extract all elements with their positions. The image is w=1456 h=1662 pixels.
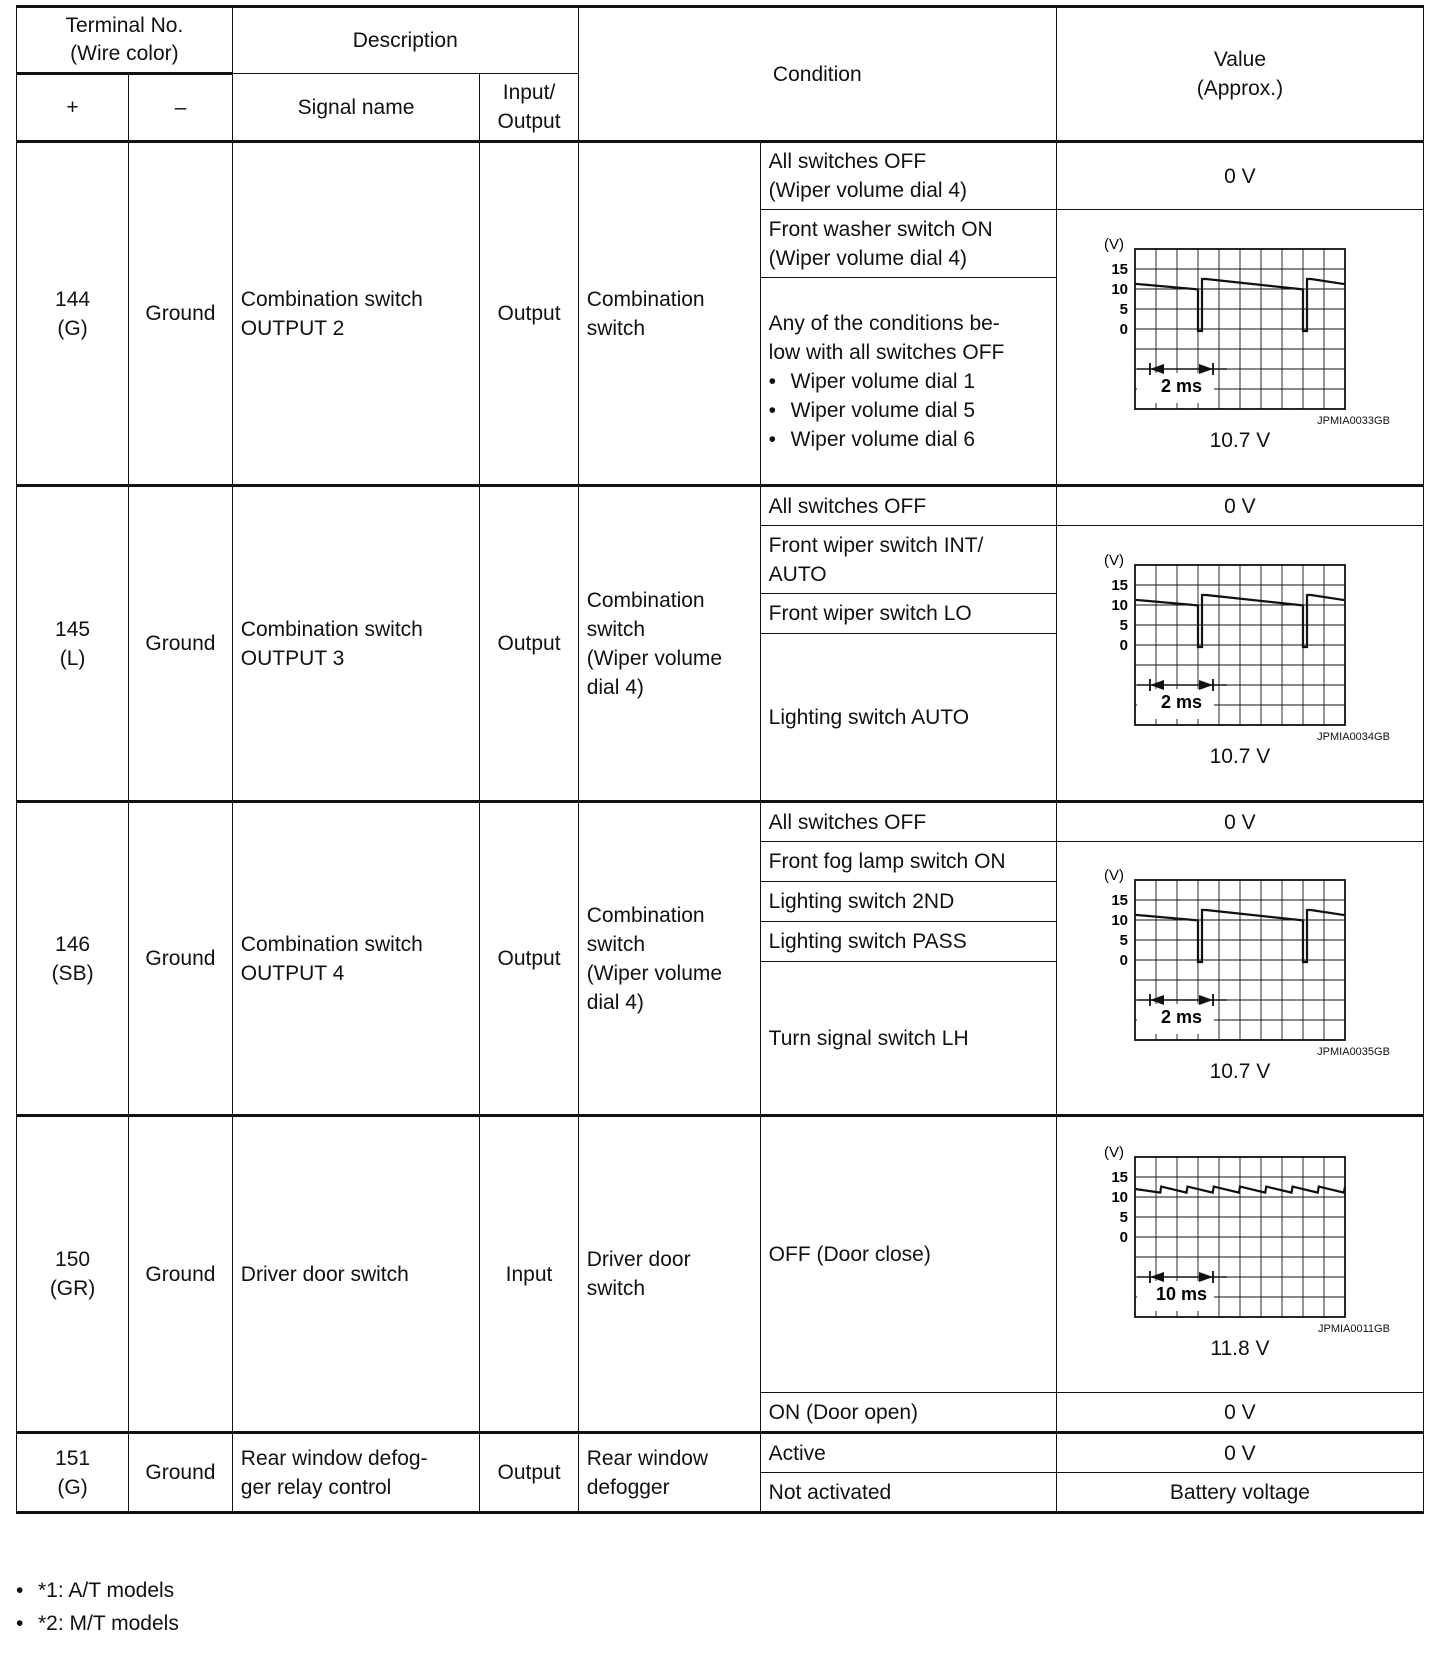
period-arrow xyxy=(1150,995,1164,1005)
condition-group-cell xyxy=(578,1433,760,1513)
group-line: switch xyxy=(586,1277,646,1300)
waveform-value: 10.7 V xyxy=(1209,1060,1271,1083)
y-unit-label: (V) xyxy=(1103,237,1124,253)
figure-code: JPMIA0033GB xyxy=(1317,415,1390,427)
bullet: • xyxy=(16,1579,24,1602)
y-tick-label: 10 xyxy=(1111,1188,1128,1206)
waveform-value: 10.7 V xyxy=(1209,429,1271,452)
wire-color: (L) xyxy=(59,646,86,670)
waveform-value: 11.8 V xyxy=(1210,1336,1270,1360)
condition-cell: All switches OFF xyxy=(760,802,1056,842)
terminal-cell xyxy=(17,1116,129,1433)
waveform-plot xyxy=(1090,553,1390,743)
signal-name-cell: Driver door switch xyxy=(232,1116,480,1433)
header-value xyxy=(1056,7,1423,142)
y-tick-label: 5 xyxy=(1119,1208,1128,1226)
period-arrow xyxy=(1199,995,1213,1005)
condition-line: low with all switches OFF xyxy=(768,340,1005,364)
waveform-chart xyxy=(1090,1145,1390,1335)
y-tick-label: 0 xyxy=(1119,952,1128,969)
header-minus: – xyxy=(129,74,233,142)
signal-name-line1: Combination switch xyxy=(240,287,423,311)
group-line: dial 4) xyxy=(586,675,644,699)
io-cell: Input xyxy=(480,1116,578,1433)
footnote-text: *1: A/T models xyxy=(38,1579,175,1602)
condition-group-cell xyxy=(578,142,760,486)
y-unit-label: (V) xyxy=(1103,1144,1124,1161)
header-value-line2: (Approx.) xyxy=(1196,77,1284,100)
footnotes xyxy=(16,1574,179,1640)
value-cell: 0 V xyxy=(1056,1433,1423,1473)
condition-cell: Lighting switch AUTO xyxy=(760,634,1056,802)
group-line: Combination xyxy=(586,903,705,927)
condition-group-cell xyxy=(578,802,760,1116)
waveform-chart xyxy=(1090,868,1390,1058)
terminal-number: 146 xyxy=(55,932,91,956)
waveform-chart xyxy=(1090,553,1390,743)
y-tick-label: 15 xyxy=(1111,261,1128,278)
terminal-number: 150 xyxy=(55,1248,91,1271)
header-terminal xyxy=(17,7,233,74)
y-unit-label: (V) xyxy=(1103,553,1124,569)
group-line: (Wiper volume xyxy=(586,646,723,670)
terminal-table-sheet xyxy=(16,5,1424,1514)
waveform-cell xyxy=(1056,842,1423,1116)
condition-cell: Front fog lamp switch ON xyxy=(760,842,1056,882)
y-tick-label: 15 xyxy=(1111,577,1128,594)
terminal-number: 144 xyxy=(55,287,91,311)
period-label: 2 ms xyxy=(1160,692,1202,712)
value-cell: 0 V xyxy=(1056,486,1423,526)
condition-cell: Front wiper switch LO xyxy=(760,594,1056,634)
y-tick-label: 0 xyxy=(1119,637,1128,654)
terminal-cell xyxy=(17,142,129,486)
header-condition: Condition xyxy=(578,7,1056,142)
period-arrow xyxy=(1199,680,1213,690)
y-unit-label: (V) xyxy=(1103,868,1124,884)
condition-cell xyxy=(760,278,1056,486)
signal-name-line2: ger relay control xyxy=(240,1475,392,1499)
waveform-cell xyxy=(1056,526,1423,802)
value-cell: 0 V xyxy=(1056,142,1423,210)
figure-code: JPMIA0034GB xyxy=(1317,731,1390,743)
signal-name-cell xyxy=(232,486,480,802)
condition-bullet: • Wiper volume dial 6 xyxy=(769,425,1048,454)
signal-name-line2: OUTPUT 2 xyxy=(240,316,345,340)
condition-cell: Active xyxy=(760,1433,1056,1473)
y-tick-label: 10 xyxy=(1111,912,1128,929)
io-cell: Output xyxy=(480,802,578,1116)
y-tick-label: 5 xyxy=(1119,932,1128,949)
y-tick-label: 5 xyxy=(1119,617,1128,634)
period-label: 10 ms xyxy=(1155,1283,1207,1304)
minus-cell: Ground xyxy=(129,486,233,802)
condition-line: Any of the conditions be- xyxy=(768,311,1000,335)
y-tick-label: 0 xyxy=(1119,1228,1128,1246)
condition-cell xyxy=(760,526,1056,594)
group-line: Combination xyxy=(586,287,705,311)
group-line: switch xyxy=(586,617,646,641)
minus-cell: Ground xyxy=(129,1433,233,1513)
waveform-plot xyxy=(1090,1145,1390,1335)
header-description: Description xyxy=(232,7,578,74)
condition-group-cell xyxy=(578,1116,760,1433)
group-line: (Wiper volume xyxy=(586,961,723,985)
y-tick-label: 15 xyxy=(1111,1168,1128,1186)
footnote xyxy=(16,1574,179,1607)
period-arrow xyxy=(1150,680,1164,690)
condition-cell: All switches OFF xyxy=(760,486,1056,526)
waveform-cell xyxy=(1056,1116,1423,1393)
signal-name-cell xyxy=(232,142,480,486)
group-line: switch xyxy=(586,932,646,956)
period-arrow xyxy=(1199,364,1213,374)
wire-color: (G) xyxy=(57,1475,88,1499)
terminal-cell xyxy=(17,486,129,802)
condition-line: Front washer switch ON xyxy=(768,217,993,241)
signal-name-line2: OUTPUT 3 xyxy=(240,646,345,670)
waveform-chart xyxy=(1090,237,1390,427)
group-line: Combination xyxy=(586,588,705,612)
io-cell: Output xyxy=(480,486,578,802)
waveform-value: 10.7 V xyxy=(1209,745,1271,768)
header-wire-color: (Wire color) xyxy=(70,42,179,65)
condition-cell: OFF (Door close) xyxy=(760,1116,1056,1393)
terminal-cell xyxy=(17,1433,129,1513)
wire-color: (GR) xyxy=(49,1277,96,1300)
condition-group-cell xyxy=(578,486,760,802)
group-line: defogger xyxy=(586,1475,670,1499)
minus-cell: Ground xyxy=(129,802,233,1116)
terminal-number: 151 xyxy=(55,1446,91,1470)
group-line: dial 4) xyxy=(586,990,644,1014)
condition-bullet: • Wiper volume dial 5 xyxy=(769,396,1048,425)
signal-name-line2: OUTPUT 4 xyxy=(240,961,345,985)
period-label: 2 ms xyxy=(1160,1007,1202,1027)
y-tick-label: 10 xyxy=(1111,281,1128,298)
value-cell: 0 V xyxy=(1056,1393,1423,1433)
condition-line: (Wiper volume dial 4) xyxy=(768,246,968,270)
waveform-plot xyxy=(1090,237,1390,427)
figure-code: JPMIA0035GB xyxy=(1317,1046,1390,1058)
period-arrow xyxy=(1150,1272,1164,1282)
signal-name-line1: Combination switch xyxy=(240,932,423,956)
signal-name-cell xyxy=(232,1433,480,1513)
signal-name-line1: Combination switch xyxy=(240,617,423,641)
y-tick-label: 5 xyxy=(1119,301,1128,318)
signal-name-line1: Rear window defog- xyxy=(240,1446,428,1470)
group-line: Driver door xyxy=(586,1248,691,1271)
footnote-text: *2: M/T models xyxy=(38,1612,179,1635)
wire-color: (G) xyxy=(57,316,88,340)
header-terminal-no: Terminal No. xyxy=(65,14,184,37)
y-tick-label: 10 xyxy=(1111,597,1128,614)
waveform-cell xyxy=(1056,210,1423,486)
group-line: switch xyxy=(586,316,646,340)
condition-cell: ON (Door open) xyxy=(760,1393,1056,1433)
header-signal-name: Signal name xyxy=(232,74,480,142)
terminal-number: 145 xyxy=(55,617,91,641)
minus-cell: Ground xyxy=(129,142,233,486)
group-line: Rear window xyxy=(586,1446,709,1470)
io-cell: Output xyxy=(480,142,578,486)
wire-color: (SB) xyxy=(51,961,94,985)
value-cell: 0 V xyxy=(1056,802,1423,842)
condition-cell: Lighting switch 2ND xyxy=(760,882,1056,922)
figure-code: JPMIA0011GB xyxy=(1317,1322,1390,1335)
waveform-trace xyxy=(1135,1186,1345,1192)
minus-cell: Ground xyxy=(129,1116,233,1433)
header-input-output xyxy=(480,74,578,142)
header-io-line2: Output xyxy=(497,110,561,133)
period-arrow xyxy=(1199,1272,1213,1282)
y-tick-label: 0 xyxy=(1119,321,1128,338)
condition-cell xyxy=(760,210,1056,278)
y-tick-label: 15 xyxy=(1111,892,1128,909)
header-io-line1: Input/ xyxy=(502,81,556,104)
value-cell: Battery voltage xyxy=(1056,1473,1423,1513)
condition-cell: Lighting switch PASS xyxy=(760,922,1056,962)
io-cell: Output xyxy=(480,1433,578,1513)
period-arrow xyxy=(1150,364,1164,374)
condition-line: All switches OFF xyxy=(768,150,927,173)
signal-name-cell xyxy=(232,802,480,1116)
waveform-plot xyxy=(1090,868,1390,1058)
condition-cell: Turn signal switch LH xyxy=(760,962,1056,1116)
header-value-line1: Value xyxy=(1213,48,1267,71)
bullet: • xyxy=(16,1612,24,1635)
condition-bullet: • Wiper volume dial 1 xyxy=(769,367,1048,396)
period-label: 2 ms xyxy=(1160,376,1202,396)
condition-line: Front wiper switch INT/ xyxy=(768,533,984,557)
condition-line: (Wiper volume dial 4) xyxy=(768,179,968,202)
terminal-cell xyxy=(17,802,129,1116)
terminal-reference-table xyxy=(16,5,1424,1514)
condition-cell xyxy=(760,142,1056,210)
footnote xyxy=(16,1607,179,1640)
condition-cell: Not activated xyxy=(760,1473,1056,1513)
header-plus: + xyxy=(17,74,129,142)
condition-line: AUTO xyxy=(768,562,827,586)
